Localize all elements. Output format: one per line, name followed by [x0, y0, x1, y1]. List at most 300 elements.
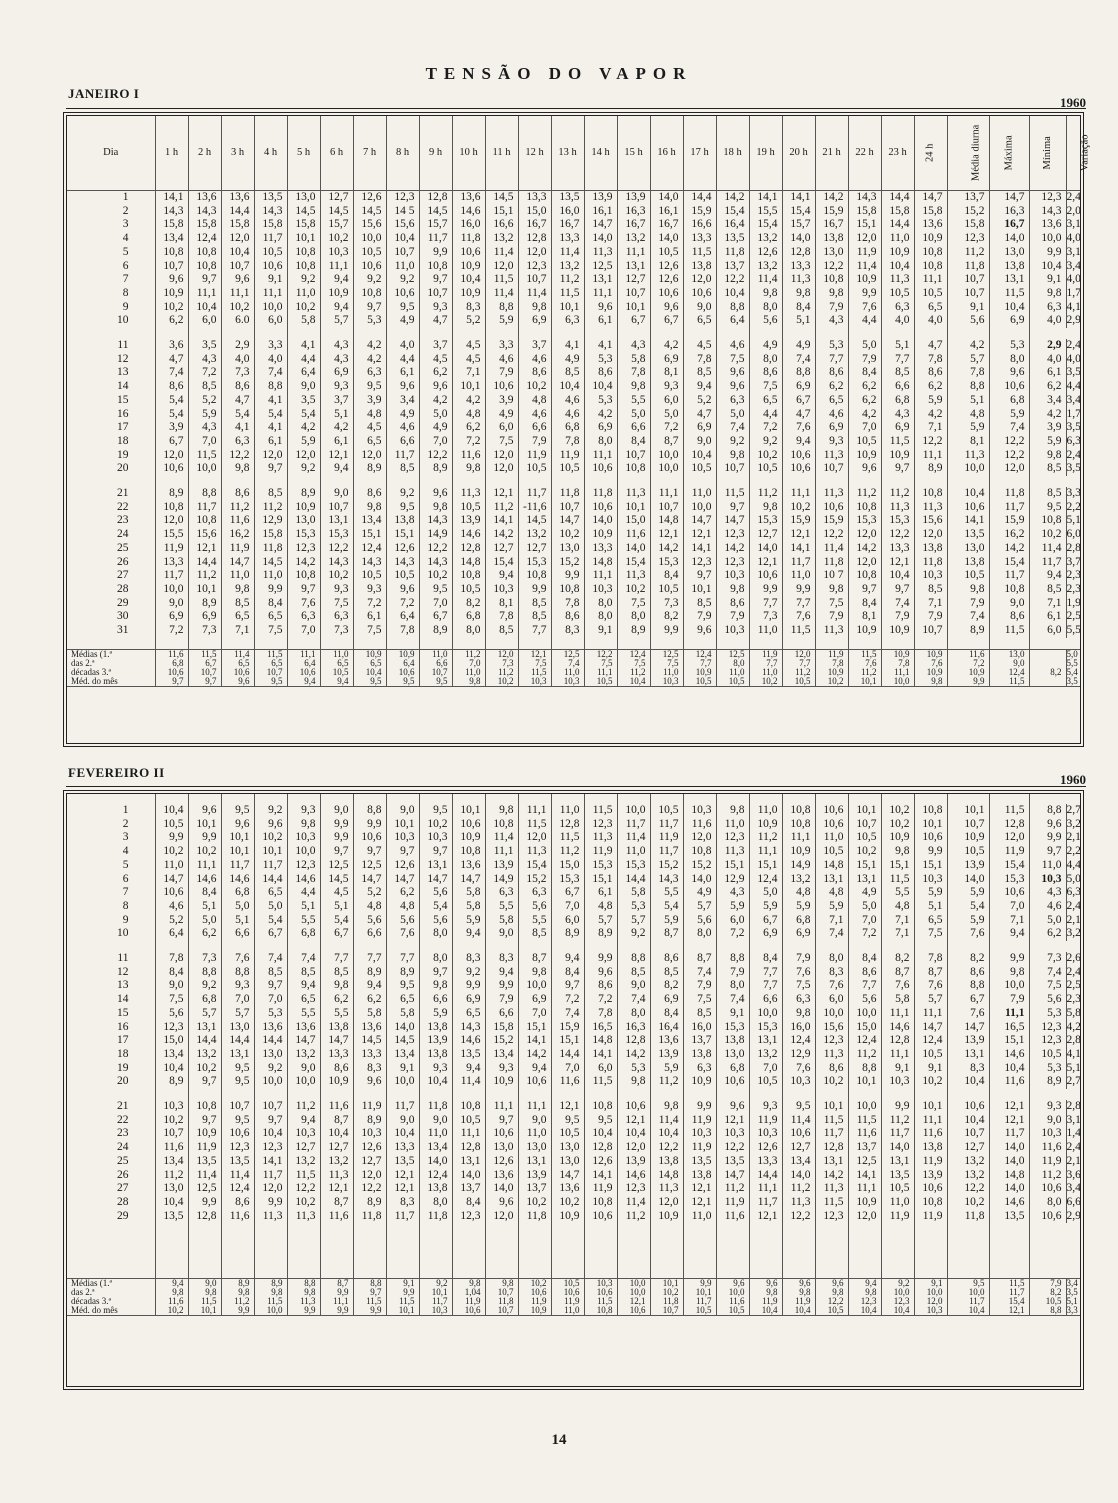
- value-cell: 9,9: [452, 979, 485, 993]
- value-cell: 12,3: [1029, 1034, 1066, 1048]
- value-cell: 15,0: [155, 1034, 188, 1048]
- value-cell: 8,4: [254, 597, 287, 611]
- value-cell: 7,2: [716, 927, 749, 941]
- value-cell: 10,7: [221, 1100, 254, 1114]
- value-cell: 12,8: [782, 246, 815, 260]
- value-cell: 11,2: [947, 246, 989, 260]
- value-cell: 10,5: [1029, 1048, 1066, 1062]
- value-cell: 9,0: [485, 927, 518, 941]
- value-cell: 7,6: [782, 1062, 815, 1076]
- value-cell: 10,9: [881, 449, 914, 463]
- value-cell: 14,3: [386, 556, 419, 570]
- value-cell: 5,1: [881, 339, 914, 353]
- value-cell: 5,9: [287, 435, 320, 449]
- spacer-cell: [287, 1245, 320, 1256]
- table-row: [67, 1100, 1080, 1114]
- value-cell: 7,4: [287, 952, 320, 966]
- value-cell: 9,3: [650, 380, 683, 394]
- value-cell: 12,5: [353, 859, 386, 873]
- value-cell: 10,5: [254, 246, 287, 260]
- spacer-cell: [584, 1234, 617, 1245]
- value-cell: 6,4: [386, 610, 419, 624]
- value-cell: 11,7: [386, 1210, 419, 1224]
- value-cell: 11,5: [518, 818, 551, 832]
- spacer-cell: [287, 1089, 320, 1100]
- value-cell: 15,0: [617, 514, 650, 528]
- divider: [66, 108, 1086, 109]
- value-cell: 8,3: [386, 1196, 419, 1210]
- value-cell: 8,5: [485, 624, 518, 638]
- summary-value: 6,5: [221, 659, 254, 668]
- value-cell: 9,2: [254, 804, 287, 818]
- value-cell: 8,6: [947, 966, 989, 980]
- value-cell: 10,6: [683, 287, 716, 301]
- value-cell: 10,6: [584, 1210, 617, 1224]
- value-cell: 10,6: [254, 260, 287, 274]
- value-cell: 5,1: [221, 914, 254, 928]
- value-cell: 4,2: [353, 353, 386, 367]
- value-cell: 12,2: [815, 528, 848, 542]
- value-cell: 12,2: [221, 449, 254, 463]
- value-cell: 10,5: [848, 831, 881, 845]
- value-cell: 4,0: [221, 353, 254, 367]
- value-cell: 11,6: [551, 1075, 584, 1089]
- column-header: 18 h: [716, 116, 749, 191]
- value-cell: 8,9: [353, 1114, 386, 1128]
- spacer-cell: [386, 1089, 419, 1100]
- value-cell: 10,4: [584, 380, 617, 394]
- value-cell: 4,0: [1066, 232, 1081, 245]
- summary-value: 10,6: [155, 668, 188, 677]
- value-cell: 14,2: [848, 542, 881, 556]
- spacer-cell: [584, 638, 617, 650]
- value-cell: 9,2: [254, 1062, 287, 1076]
- value-cell: 4,0: [1029, 314, 1066, 328]
- spacer-cell: [650, 1234, 683, 1245]
- value-cell: 10,4: [386, 1127, 419, 1141]
- value-cell: 13,1: [749, 1034, 782, 1048]
- value-cell: 14,0: [452, 1169, 485, 1183]
- value-cell: 11,0: [287, 287, 320, 301]
- value-cell: 5,1: [320, 408, 353, 422]
- column-header-blank: [518, 794, 551, 804]
- value-cell: 6,2: [155, 314, 188, 328]
- value-cell: 10,1: [287, 232, 320, 246]
- value-cell: 12,0: [848, 528, 881, 542]
- value-cell: 10,8: [989, 583, 1029, 597]
- spacer-cell: [914, 1267, 947, 1279]
- value-cell: 7,9: [989, 993, 1029, 1007]
- value-cell: 12,7: [287, 1141, 320, 1155]
- value-cell: 10,3: [914, 873, 947, 887]
- spacer-cell: [254, 1245, 287, 1256]
- value-cell: 9,9: [848, 287, 881, 301]
- spacer-cell: [947, 941, 989, 952]
- value-cell: 11,6: [989, 1075, 1029, 1089]
- value-cell: 10,7: [155, 260, 188, 274]
- spacer-cell: [914, 1245, 947, 1256]
- value-cell: 11,7: [650, 845, 683, 859]
- value-cell: 11,9: [353, 1100, 386, 1114]
- value-cell: 11,1: [584, 449, 617, 463]
- value-cell: 4,8: [947, 408, 989, 422]
- value-cell: 5,4: [254, 914, 287, 928]
- summary-value: 11,9: [749, 1297, 782, 1306]
- spacer-cell: [716, 941, 749, 952]
- column-header-blank: [1029, 794, 1066, 804]
- value-cell: 5,4: [320, 914, 353, 928]
- value-cell: 11,2: [881, 487, 914, 501]
- value-cell: 10,1: [221, 845, 254, 859]
- value-cell: 3,9: [353, 394, 386, 408]
- spacer-cell: [287, 476, 320, 487]
- value-cell: 13,7: [716, 260, 749, 274]
- value-cell: 2,7: [1066, 804, 1081, 816]
- value-cell: 12,2: [716, 273, 749, 287]
- table-row: [67, 528, 1080, 542]
- value-cell: 12,0: [848, 1210, 881, 1224]
- value-cell: 11,5: [584, 804, 617, 818]
- summary-value: 11,9: [815, 649, 848, 659]
- value-cell: 8,8: [716, 952, 749, 966]
- value-cell: 10,6: [1029, 1182, 1066, 1196]
- value-cell: 10,1: [452, 380, 485, 394]
- value-cell: 10,8: [551, 583, 584, 597]
- column-header-blank: [419, 794, 452, 804]
- value-cell: 15,2: [650, 859, 683, 873]
- value-cell: 2,3: [1066, 569, 1081, 582]
- value-cell: 5,5: [650, 886, 683, 900]
- value-cell: 14,3: [419, 556, 452, 570]
- value-cell: 14,6: [287, 873, 320, 887]
- spacer-cell: [155, 1267, 188, 1279]
- day-cell: 10: [117, 314, 129, 327]
- day-cell: 29: [117, 1209, 129, 1222]
- value-cell: 6,9: [989, 314, 1029, 328]
- value-cell: 14,5: [518, 514, 551, 528]
- day-cell: 22: [117, 500, 129, 513]
- summary-value: 11,5: [188, 1297, 221, 1306]
- value-cell: 10,3: [485, 583, 518, 597]
- value-cell: 10,1: [188, 583, 221, 597]
- value-cell: 9,0: [287, 1062, 320, 1076]
- value-cell: 14,8: [650, 1169, 683, 1183]
- value-cell: 11,6: [320, 1210, 353, 1224]
- summary-value: 11,7: [419, 1297, 452, 1306]
- value-cell: 10,3: [155, 1100, 188, 1114]
- value-cell: 9,8: [617, 380, 650, 394]
- value-cell: 14,4: [188, 1034, 221, 1048]
- summary-value: 9,8: [188, 1288, 221, 1297]
- value-cell: 6,7: [320, 927, 353, 941]
- value-cell: 10,4: [188, 301, 221, 315]
- value-cell: 6,7: [419, 610, 452, 624]
- value-cell: 4,9: [848, 886, 881, 900]
- spacer-cell: [551, 328, 584, 339]
- value-cell: 6,9: [650, 353, 683, 367]
- value-cell: 11,4: [485, 287, 518, 301]
- value-cell: 12,2: [287, 1182, 320, 1196]
- value-cell: 9,4: [320, 462, 353, 476]
- value-cell: 5,9: [716, 900, 749, 914]
- value-cell: 11,6: [848, 1127, 881, 1141]
- spacer-cell: [947, 1234, 989, 1245]
- value-cell: 13,8: [419, 1048, 452, 1062]
- value-cell: 10,7: [947, 818, 989, 832]
- value-cell: 15,8: [254, 218, 287, 232]
- value-cell: 5,9: [947, 914, 989, 928]
- value-cell: 5,1: [320, 900, 353, 914]
- value-cell: 12,0: [683, 273, 716, 287]
- value-cell: 5,9: [947, 886, 989, 900]
- spacer-cell: [1029, 1267, 1066, 1279]
- value-cell: 10,4: [452, 273, 485, 287]
- value-cell: 11,2: [1029, 1169, 1066, 1183]
- value-cell: 13,8: [320, 1021, 353, 1035]
- value-cell: 9,7: [353, 301, 386, 315]
- summary-value: 6,4: [287, 659, 320, 668]
- divider: [66, 786, 1086, 787]
- spacer-cell: [485, 1234, 518, 1245]
- value-cell: 12,0: [221, 232, 254, 246]
- value-cell: 15,8: [947, 218, 989, 232]
- value-cell: 10,5: [683, 462, 716, 476]
- spacer-cell: [287, 1267, 320, 1279]
- summary-value: 10,6: [386, 668, 419, 677]
- value-cell: 9,8: [221, 583, 254, 597]
- column-header: Dia: [67, 116, 155, 191]
- value-cell: 2,8: [1066, 541, 1081, 554]
- value-cell: 12,2: [989, 449, 1029, 463]
- summary-value: 11,0: [749, 668, 782, 677]
- value-cell: 11,0: [419, 1127, 452, 1141]
- value-cell: 13,6: [485, 1169, 518, 1183]
- value-cell: 16,6: [485, 218, 518, 232]
- value-cell: 10,8: [617, 462, 650, 476]
- value-cell: 5,7: [914, 993, 947, 1007]
- value-cell: 5,0: [221, 900, 254, 914]
- table-row: [67, 886, 1080, 900]
- value-cell: 9,4: [452, 927, 485, 941]
- spacer-cell: [947, 1089, 989, 1100]
- value-cell: 16,5: [584, 1021, 617, 1035]
- spacer-cell: [617, 1256, 650, 1267]
- value-cell: 11,7: [254, 859, 287, 873]
- value-cell: 11,4: [485, 831, 518, 845]
- spacer-cell: [254, 1267, 287, 1279]
- value-cell: 10,3: [782, 1075, 815, 1089]
- summary-value: 1,04: [452, 1288, 485, 1297]
- value-cell: 14,5: [254, 556, 287, 570]
- value-cell: 8,9: [353, 966, 386, 980]
- column-header: 5 h: [287, 116, 320, 191]
- spacer-cell: [419, 1256, 452, 1267]
- value-cell: 5,3: [617, 1062, 650, 1076]
- value-cell: 8,0: [749, 353, 782, 367]
- spacer-cell: [716, 1234, 749, 1245]
- value-cell: 11,8: [419, 1210, 452, 1224]
- column-header-label: Mínima: [1041, 136, 1053, 170]
- column-header: [947, 116, 989, 191]
- spacer-cell: [551, 638, 584, 650]
- value-cell: 13,4: [386, 1048, 419, 1062]
- value-cell: 14,7: [221, 556, 254, 570]
- summary-value: 10,5: [815, 1306, 848, 1316]
- value-cell: 9,2: [353, 273, 386, 287]
- value-cell: 12,0: [617, 1141, 650, 1155]
- value-cell: 4,7: [914, 339, 947, 353]
- value-cell: 14,0: [989, 1155, 1029, 1169]
- value-cell: 3,4: [1066, 259, 1081, 272]
- value-cell: 6,5: [254, 610, 287, 624]
- value-cell: 3,6: [1066, 1168, 1081, 1181]
- summary-value: 11,9: [551, 1297, 584, 1306]
- value-cell: 7,1: [452, 366, 485, 380]
- summary-value: 7,6: [848, 659, 881, 668]
- spacer-cell: [155, 328, 188, 339]
- value-cell: 7,6: [287, 597, 320, 611]
- value-cell: 11,1: [221, 287, 254, 301]
- value-cell: 16,0: [551, 205, 584, 219]
- summary-label: das 2.ª: [71, 1287, 95, 1298]
- spacer-cell: [254, 941, 287, 952]
- summary-value: 10,1: [386, 1306, 419, 1316]
- value-cell: 11,3: [617, 569, 650, 583]
- value-cell: 16,2: [221, 528, 254, 542]
- summary-label: Méd. do mês: [67, 1306, 155, 1316]
- column-header: [1029, 116, 1066, 191]
- value-cell: 12,3: [518, 260, 551, 274]
- value-cell: 13,6: [287, 1021, 320, 1035]
- summary-value: 12,1: [617, 1297, 650, 1306]
- table-row: [67, 449, 1080, 463]
- summary-value: 11,9: [782, 1297, 815, 1306]
- value-cell: 8,6: [320, 1062, 353, 1076]
- summary-value: 10,7: [485, 1288, 518, 1297]
- summary-value: 10,1: [683, 1288, 716, 1297]
- value-cell: 14,3: [1029, 205, 1066, 219]
- spacer-cell: [155, 1256, 188, 1267]
- value-cell: 11,0: [716, 818, 749, 832]
- value-cell: 9,6: [989, 366, 1029, 380]
- summary-value: 11,0: [320, 649, 353, 659]
- value-cell: 14,7: [551, 514, 584, 528]
- summary-value: 9,8: [155, 1288, 188, 1297]
- table-row: [67, 462, 1080, 476]
- value-cell: 8,2: [650, 979, 683, 993]
- value-cell: 10,6: [947, 1100, 989, 1114]
- value-cell: 9,7: [287, 583, 320, 597]
- value-cell: 13,9: [617, 191, 650, 205]
- value-cell: 10,0: [287, 1075, 320, 1089]
- spacer-cell: [188, 1256, 221, 1267]
- spacer-cell: [1029, 1234, 1066, 1245]
- summary-max: 12,4: [989, 668, 1029, 677]
- value-cell: 11,8: [419, 1100, 452, 1114]
- value-cell: 2,5: [1066, 610, 1081, 623]
- value-cell: 11,9: [650, 831, 683, 845]
- spacer-cell: [221, 941, 254, 952]
- value-cell: 8,6: [815, 1062, 848, 1076]
- value-cell: 13,7: [848, 1141, 881, 1155]
- summary-value: 11,8: [485, 1297, 518, 1306]
- value-cell: 2,9: [1066, 314, 1081, 327]
- value-cell: 10,9: [287, 501, 320, 515]
- day-cell: 10: [117, 927, 129, 940]
- value-cell: 9,6: [584, 966, 617, 980]
- value-cell: 8,5: [683, 1007, 716, 1021]
- value-cell: 5,5: [518, 914, 551, 928]
- summary-value: 9,1: [386, 1279, 419, 1289]
- spacer-cell: [989, 1245, 1029, 1256]
- value-cell: 4,6: [815, 408, 848, 422]
- value-cell: 6,5: [914, 914, 947, 928]
- summary-value: 9,2: [881, 1279, 914, 1289]
- summary-max: 11,7: [989, 1288, 1029, 1297]
- column-header: 9 h: [419, 116, 452, 191]
- column-header: 16 h: [650, 116, 683, 191]
- value-cell: 14,9: [485, 873, 518, 887]
- value-cell: 12,1: [749, 1210, 782, 1224]
- value-cell: 6,1: [1029, 366, 1066, 380]
- table-row: [67, 487, 1080, 501]
- value-cell: 9,7: [320, 845, 353, 859]
- value-cell: 16,6: [683, 218, 716, 232]
- value-cell: 10,9: [155, 287, 188, 301]
- value-cell: 7,8: [617, 366, 650, 380]
- column-header: 3 h: [221, 116, 254, 191]
- value-cell: 5,2: [452, 314, 485, 328]
- value-cell: 15,9: [815, 514, 848, 528]
- value-cell: 11,1: [584, 569, 617, 583]
- value-cell: 7,6: [782, 421, 815, 435]
- value-cell: 13,9: [650, 1048, 683, 1062]
- spacer-cell: [815, 1245, 848, 1256]
- value-cell: 11,4: [782, 1114, 815, 1128]
- value-cell: 10,5: [518, 462, 551, 476]
- value-cell: 7,9: [716, 610, 749, 624]
- value-cell: 11,8: [815, 556, 848, 570]
- value-cell: 6,9: [683, 421, 716, 435]
- value-cell: 6,5: [914, 301, 947, 315]
- spacer-cell: [716, 1245, 749, 1256]
- day-cell: 17: [117, 421, 129, 434]
- value-cell: 12,2: [419, 542, 452, 556]
- value-cell: 7,1: [221, 624, 254, 638]
- value-cell: 9,5: [419, 804, 452, 818]
- value-cell: 6,9: [518, 993, 551, 1007]
- value-cell: 5,9: [485, 314, 518, 328]
- value-cell: 11,6: [452, 449, 485, 463]
- value-cell: 7,2: [386, 597, 419, 611]
- value-cell: 7,0: [848, 421, 881, 435]
- value-cell: 12,2: [782, 1210, 815, 1224]
- value-cell: 14,4: [617, 873, 650, 887]
- value-cell: 8,9: [188, 597, 221, 611]
- value-cell: 12,0: [254, 1182, 287, 1196]
- summary-variation: 5,5: [1066, 659, 1080, 668]
- value-cell: 13,0: [254, 1048, 287, 1062]
- spacer-cell: [67, 1089, 155, 1100]
- summary-value: 6,5: [254, 659, 287, 668]
- value-cell: 4,1: [551, 339, 584, 353]
- column-header: 19 h: [749, 116, 782, 191]
- summary-value: 10,5: [683, 1306, 716, 1316]
- spacer-cell: [848, 328, 881, 339]
- value-cell: 5,9: [749, 900, 782, 914]
- spacer-row: [67, 1267, 1080, 1279]
- value-cell: 8,3: [815, 966, 848, 980]
